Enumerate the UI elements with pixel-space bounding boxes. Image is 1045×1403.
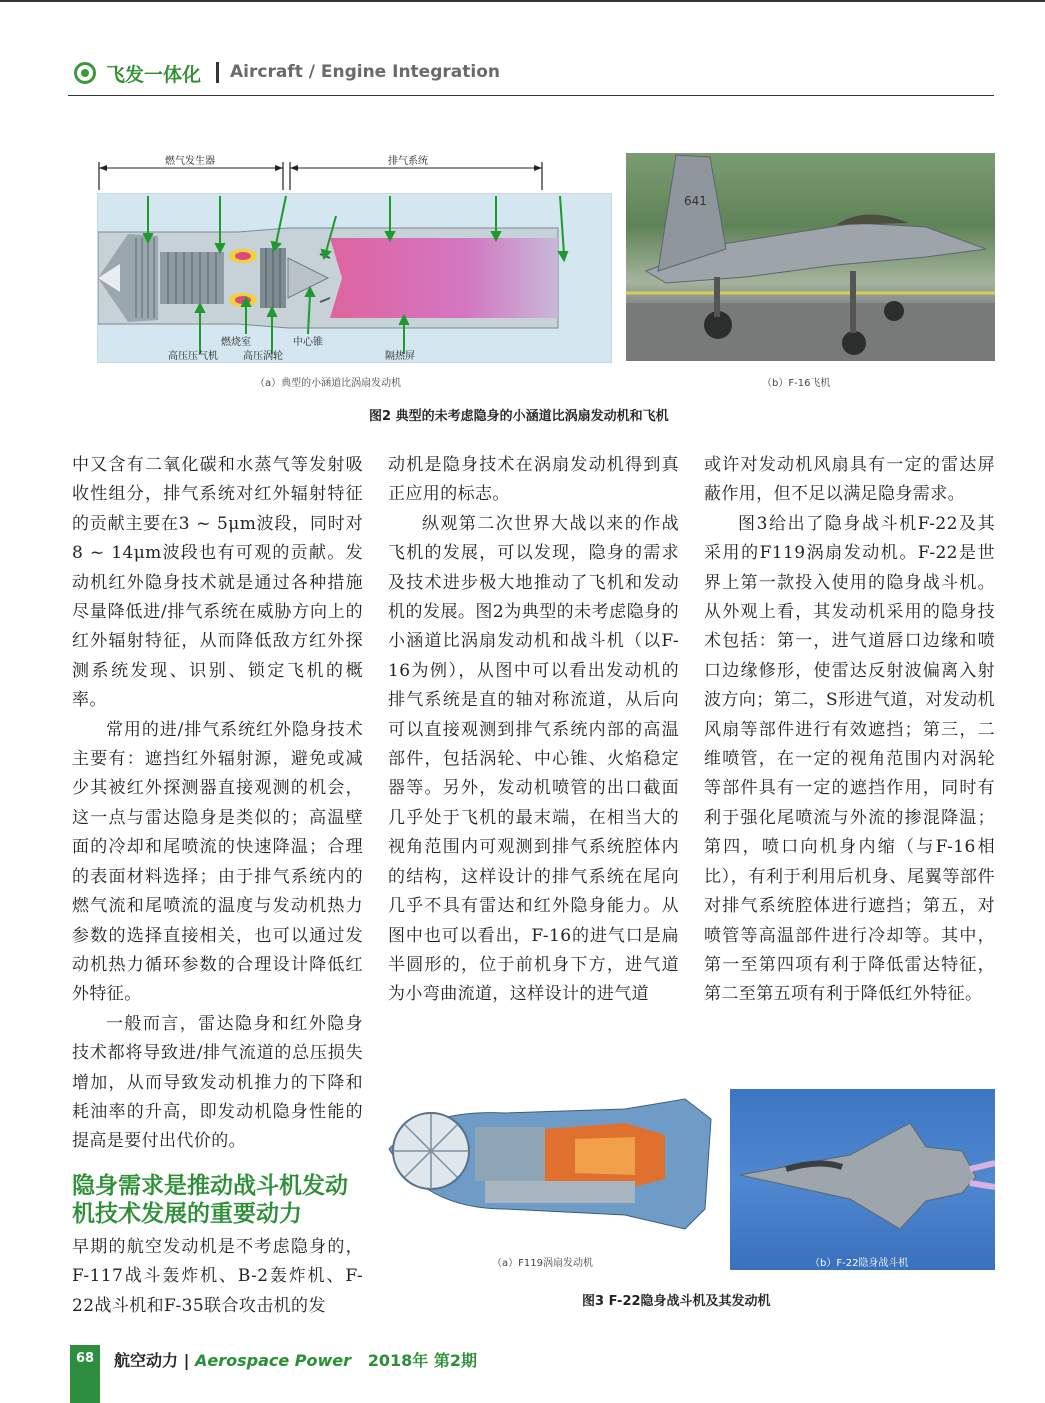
column-3 — [704, 451, 995, 1010]
f16-drawing — [626, 153, 995, 361]
engine-cutaway-diagram — [97, 193, 612, 363]
header-rule — [68, 95, 994, 96]
hp-turbine-label: 高压涡轮 — [243, 351, 283, 362]
f22-drawing — [730, 1089, 995, 1249]
col3-paragraph-1: 或许对发动机风扇具有一定的雷达屏蔽作用，但不足以满足隐身需求。 — [704, 455, 995, 505]
col1-paragraph-4: 早期的航空发动机是不考虑隐身的，F-117战斗轰炸机、B-2轰炸机、F-22战斗机和F-35联合攻击机的发 — [72, 1237, 363, 1316]
page-number: 68 — [75, 1351, 95, 1366]
section-title-cn: 飞发一体化 — [106, 64, 202, 86]
section-title-en: Aircraft / Engine Integration — [230, 62, 500, 82]
heat-shield-label: 隔热屏 — [385, 351, 415, 362]
col1-paragraph-1: 中又含有二氧化碳和水蒸气等发射吸收性组分，排气系统对红外辐射特征的贡献主要在3 ~ 5μm波段，同时对8 ~ 14μm波段也有可观的贡献。发动机红外隐身技术就是通过各种措施尽量降低进/排气系统在威胁方向上的红外辐射特征，从而降低敌方红外探测系统发现、识别、锁定飞机的概率。 — [72, 455, 363, 711]
col2-paragraph-1: 动机是隐身技术在涡扇发动机得到真正应用的标志。 — [388, 455, 679, 505]
f16-photo — [626, 153, 995, 361]
engine-cutaway-drawing — [98, 194, 611, 362]
col1-paragraph-3: 一般而言，雷达隐身和红外隐身技术都将导致进/排气流道的总压损失增加，从而导致发动机推力的下降和耗油率的升高，即发动机隐身性能的提高是要付出代价的。 — [72, 1013, 363, 1152]
section-logo-icon — [74, 62, 96, 84]
exhaust-system-label: 排气系统 — [388, 156, 428, 167]
section-heading: 隐身需求是推动战斗机发动机技术发展的重要动力 — [72, 1173, 348, 1227]
f22-photo — [730, 1089, 995, 1270]
col1-paragraph-2: 常用的进/排气系统红外隐身技术主要有：遮挡红外辐射源，避免或减少其被红外探测器直接观测的机会，这一点与雷达隐身是类似的；高温壁面的冷却和尾喷流的快速降温；合理的表面材料选择；由于排气系统内的燃气流和尾喷流的温度与发动机热力参数的选择直接相关，也可以通过发动机热力循环参数的合理设计降低红外特征。 — [72, 719, 363, 1005]
tail-number: 641 — [684, 194, 707, 208]
column-1-continued — [72, 1233, 363, 1321]
journal-issue: 2018年 第2期 — [367, 1351, 478, 1370]
journal-footer — [114, 1348, 477, 1371]
col3-paragraph-2: 图3给出了隐身战斗机F-22及其采用的F119涡扇发动机。F-22是世界上第一款投入使用的隐身战斗机。从外观上看，其发动机采用的隐身技术包括：第一，进气道唇口边缘和喷口边缘修形，使雷达反射波偏离入射波方向；第二，S形进气道，对发动机风扇等部件进行有效遮挡；第三，二维喷管，在一定的视角范围内对涡轮等部件具有一定的遮挡作用，同时有利于强化尾喷流与外流的掺混降温；第四，喷口向机身内缩（与F-16相比），有利于利用后机身、尾翼等部件对排气系统腔体进行遮挡；第五，对喷管等高温部件进行冷却等。其中，第一至第四项有利于降低雷达特征，第二至第五项有利于降低红外特征。 — [704, 513, 995, 1005]
figure2-caption-b: （b）F-16飞机 — [762, 378, 831, 389]
figure3-caption-b: （b）F-22隐身战斗机 — [810, 1258, 909, 1269]
f119-engine-image — [385, 1089, 717, 1274]
col2-paragraph-2: 纵观第二次世界大战以来的作战飞机的发展，可以发现，隐身的需求及技术进步极大地推动了飞机和发动机的发展。图2为典型的未考虑隐身的小涵道比涡扇发动机和战斗机（以F-16为例），从图中可以看出发动机的排气系统是直的轴对称流道，从后向可以直接观测到排气系统内部的高温部件，包括涡轮、中心锥、火焰稳定器等。另外，发动机喷管的出口截面几乎处于飞机的最末端，在相当大的视角范围内可观测到排气系统腔体内的结构，这样设计的排气系统在尾向几乎不具有雷达和红外隐身能力。从图中也可以看出，F-16的进气口是扁半圆形的，位于前机身下方，进气道为小弯曲流道，这样设计的进气道 — [388, 513, 679, 1005]
journal-name-en: Aerospace Power — [195, 1351, 352, 1370]
top-border — [0, 0, 1045, 2]
hp-compressor-label: 高压压气机 — [168, 351, 218, 362]
gas-generator-label: 燃气发生器 — [165, 156, 215, 167]
figure2-caption-a: （a）典型的小涵道比涡扇发动机 — [255, 378, 402, 389]
f119-engine-drawing — [385, 1089, 717, 1239]
section-title-divider — [216, 62, 219, 83]
figure3-caption-a: （a）F119涡扇发动机 — [492, 1258, 593, 1269]
column-2 — [388, 451, 679, 1010]
figure2-title: 图2 典型的未考虑隐身的小涵道比涡扇发动机和飞机 — [369, 409, 669, 424]
column-1 — [72, 451, 363, 1157]
figure3-title: 图3 F-22隐身战斗机及其发动机 — [582, 1294, 771, 1309]
center-body-label: 中心锥 — [293, 337, 323, 348]
journal-name-cn: 航空动力 | — [114, 1351, 195, 1370]
combustor-label: 燃烧室 — [221, 337, 251, 348]
